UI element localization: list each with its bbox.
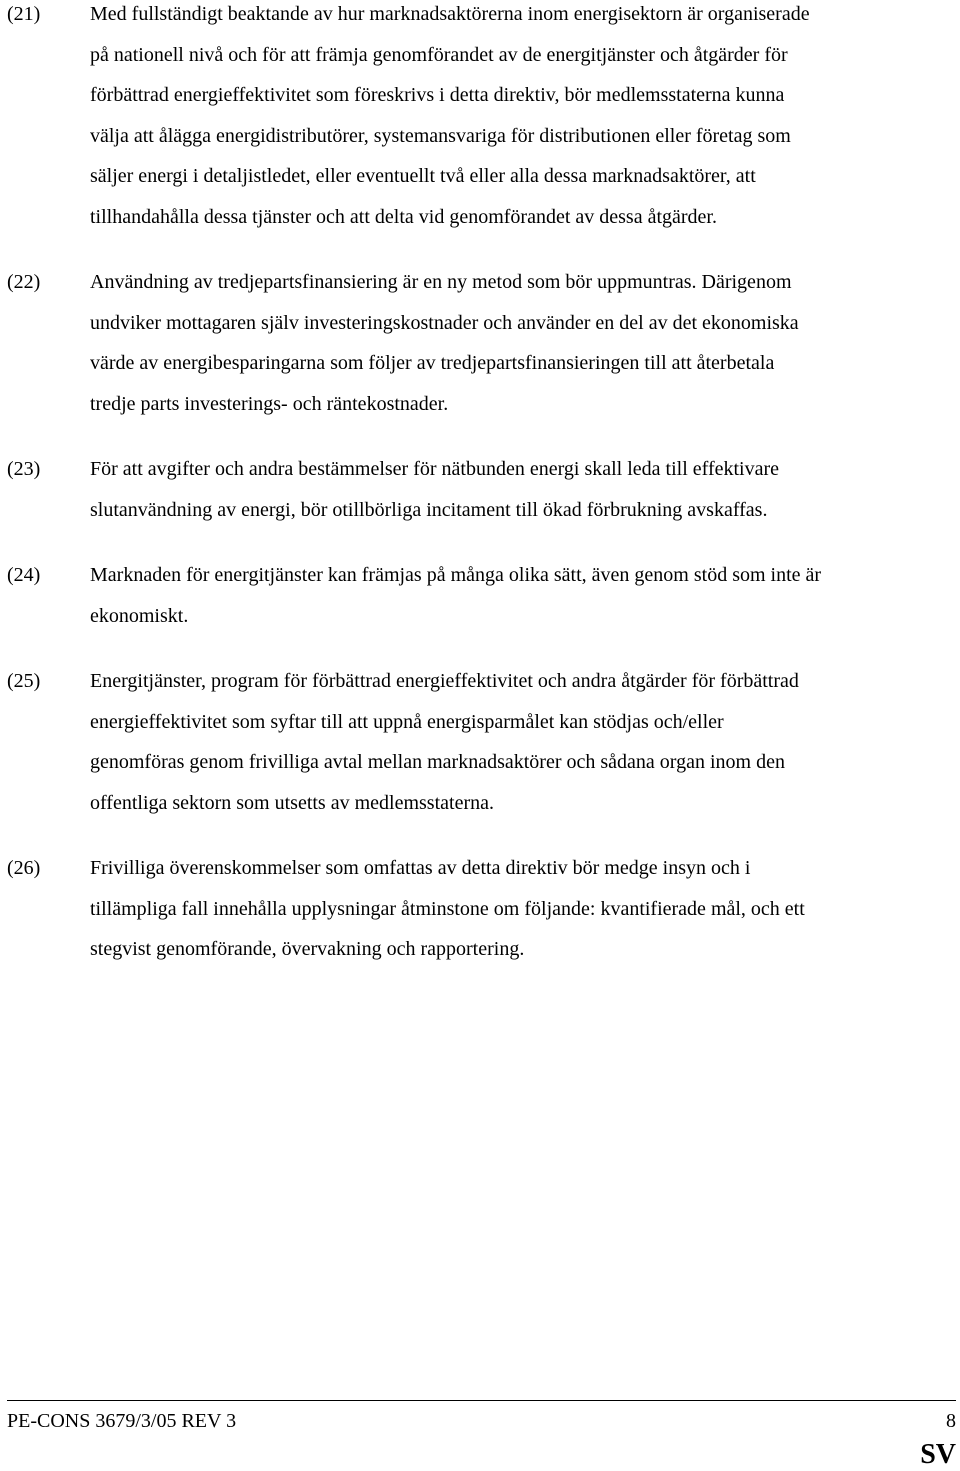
paragraph-21 xyxy=(0,0,960,237)
paragraph-number: (26) xyxy=(7,857,41,879)
paragraph-number: (22) xyxy=(7,271,41,293)
page-footer xyxy=(7,1400,956,1470)
page-number: 8 xyxy=(946,1410,956,1432)
paragraph-gap xyxy=(0,424,960,449)
paragraph-26 xyxy=(0,848,960,970)
paragraph-line: energieffektivitet som syftar till att uppnå energisparmålet kan stödjas och/eller xyxy=(90,710,724,733)
paragraph-line: säljer energi i detaljistledet, eller eventuellt två eller alla dessa marknadsaktörer, att xyxy=(90,165,756,187)
paragraph-line: Frivilliga överenskommelser som omfattas av detta direktiv bör medge insyn och i xyxy=(90,857,751,879)
paragraph-number: (23) xyxy=(7,458,41,480)
paragraph-line: förbättrad energieffektivitet som föreskrivs i detta direktiv, bör medlemsstaterna kunna xyxy=(90,84,785,106)
paragraph-number: (25) xyxy=(7,670,41,692)
paragraph-line: Energitjänster, program för förbättrad energieffektivitet och andra åtgärder för förbättrad xyxy=(90,670,799,692)
paragraph-number: (24) xyxy=(7,564,41,586)
paragraph-line: slutanvändning av energi, bör otillbörliga incitament till ökad förbrukning avskaffas. xyxy=(90,498,768,521)
paragraph-line: tillhandahålla dessa tjänster och att delta vid genomförandet av dessa åtgärder. xyxy=(90,205,717,228)
language-code: SV xyxy=(920,1439,956,1470)
paragraph-line: Marknaden för energitjänster kan främjas på många olika sätt, även genom stöd som inte är xyxy=(90,564,822,586)
paragraph-line: välja att ålägga energidistributörer, systemansvariga för distributionen eller företag som xyxy=(90,124,791,147)
paragraph-line: genomföras genom frivilliga avtal mellan marknadsaktörer och sådana organ inom den xyxy=(90,751,785,773)
paragraph-line: tillämpliga fall innehålla upplysningar åtminstone om följande: kvantifierade mål, och ett xyxy=(90,897,805,920)
paragraph-25 xyxy=(0,661,960,823)
paragraph-line: Med fullständigt beaktande av hur marknadsaktörerna inom energisektorn är organiserade xyxy=(90,3,810,25)
paragraph-gap xyxy=(0,530,960,555)
paragraph-22 xyxy=(0,262,960,424)
document-id: PE-CONS 3679/3/05 REV 3 xyxy=(7,1410,237,1432)
paragraph-line: ekonomiskt. xyxy=(90,604,189,627)
paragraph-line: undviker mottagaren själv investeringskostnader och använder en del av det ekonomiska xyxy=(90,311,799,334)
paragraph-gap xyxy=(0,823,960,848)
paragraph-line: på nationell nivå och för att främja genomförandet av de energitjänster och åtgärder för xyxy=(90,43,788,66)
paragraph-line: stegvist genomförande, övervakning och rapportering. xyxy=(90,938,525,960)
paragraph-23 xyxy=(0,449,960,530)
paragraph-line: offentliga sektorn som utsetts av medlemsstaterna. xyxy=(90,791,494,814)
paragraph-line: För att avgifter och andra bestämmelser för nätbunden energi skall leda till effektivare xyxy=(90,458,780,480)
paragraph-gap xyxy=(0,636,960,661)
paragraph-line: tredje parts investerings- och räntekostnader. xyxy=(90,392,449,415)
paragraph-24 xyxy=(0,555,960,636)
paragraph-line: Användning av tredjepartsfinansiering är en ny metod som bör uppmuntras. Därigenom xyxy=(90,271,792,293)
paragraph-number: (21) xyxy=(7,3,41,25)
paragraph-gap xyxy=(0,237,960,262)
paragraph-line: värde av energibesparingarna som följer av tredjepartsfinansieringen till att återbetala xyxy=(90,352,775,374)
